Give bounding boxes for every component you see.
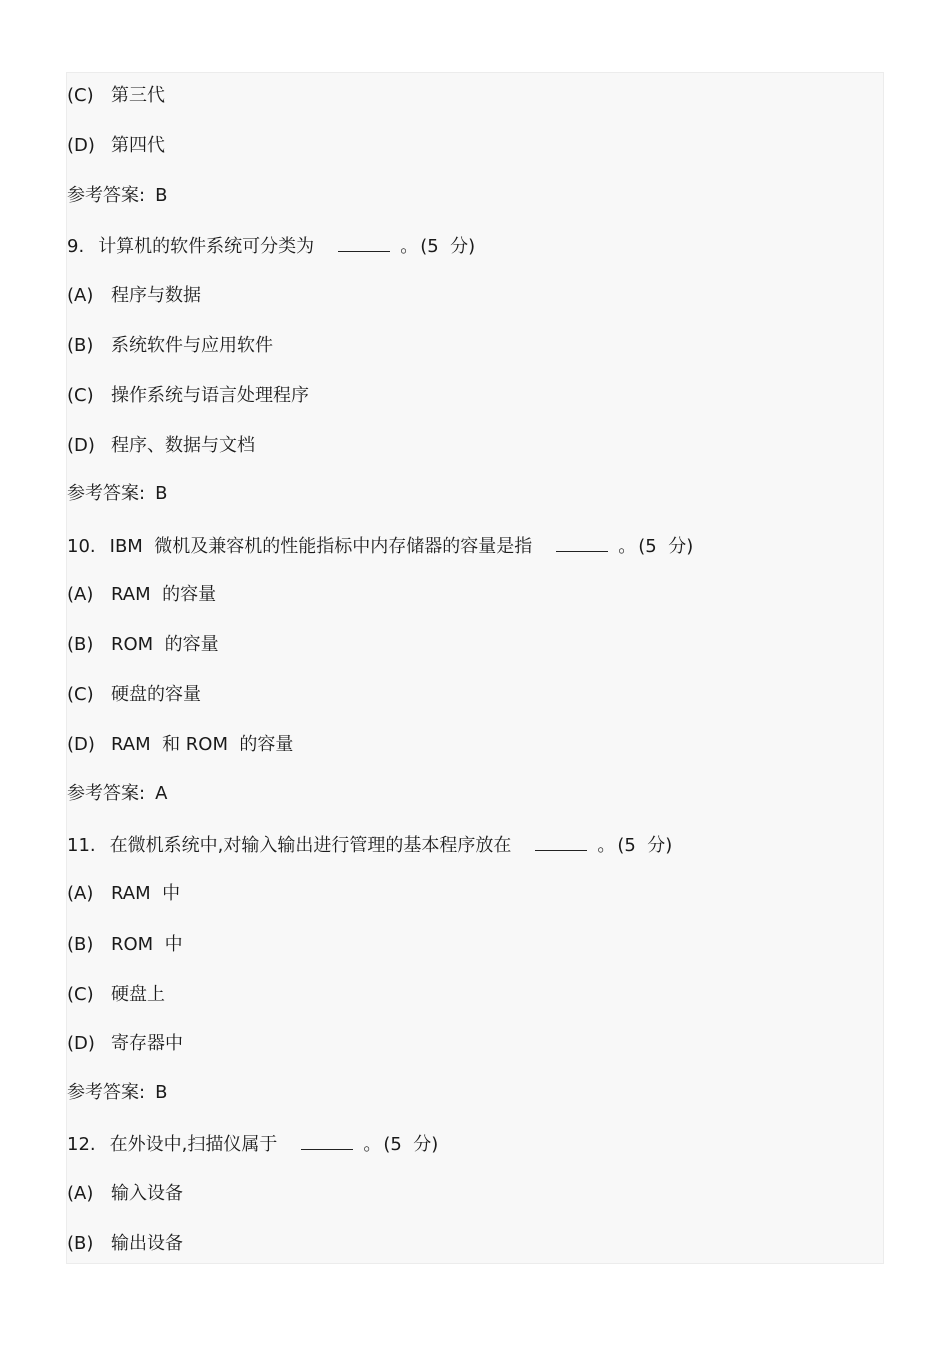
q10-stem [67, 535, 693, 558]
q10-option-a [67, 584, 216, 606]
question-number: 11. [67, 835, 96, 856]
option-label: (B) [67, 634, 94, 655]
question-period: 。 [618, 536, 637, 557]
q9-option-d [67, 435, 255, 457]
option-label: (B) [67, 1233, 94, 1254]
q12-stem [67, 1133, 438, 1156]
q9-option-a [67, 285, 201, 307]
answer-blank [535, 834, 587, 851]
q8-answer [67, 185, 167, 207]
option-text: 输出设备 [111, 1233, 183, 1254]
q11-option-a [67, 883, 180, 905]
question-score: (5 分) [383, 1134, 439, 1155]
answer-value: B [155, 185, 168, 206]
option-text: 系统软件与应用软件 [111, 335, 273, 356]
option-label: (C) [67, 85, 94, 106]
q11-option-d [67, 1033, 183, 1055]
option-label: (D) [67, 435, 95, 456]
option-label: (C) [67, 984, 94, 1005]
question-text: 在外设中,扫描仪属于 [109, 1134, 278, 1155]
answer-label: 参考答案: [67, 783, 146, 804]
q12-option-b [67, 1233, 183, 1255]
q11-option-c [67, 984, 165, 1006]
answer-blank [301, 1133, 353, 1150]
q9-option-b [67, 335, 273, 357]
option-text: 程序与数据 [111, 285, 201, 306]
question-number: 9. [67, 236, 85, 257]
q11-stem [67, 834, 672, 857]
q11-answer [67, 1082, 167, 1104]
option-label: (A) [67, 584, 94, 605]
q9-stem [67, 235, 475, 258]
question-text: IBM 微机及兼容机的性能指标中内存储器的容量是指 [109, 536, 533, 557]
answer-blank [556, 535, 608, 552]
q10-option-b [67, 634, 219, 656]
question-text: 计算机的软件系统可分类为 [98, 236, 315, 257]
answer-blank [338, 235, 390, 252]
answer-label: 参考答案: [67, 185, 146, 206]
option-text: RAM 和 ROM 的容量 [111, 734, 294, 755]
option-label: (A) [67, 285, 94, 306]
option-text: 操作系统与语言处理程序 [111, 385, 309, 406]
option-label: (A) [67, 883, 94, 904]
q8-option-c [67, 85, 165, 107]
option-label: (D) [67, 734, 95, 755]
option-text: 第四代 [111, 135, 165, 156]
option-text: 寄存器中 [111, 1033, 183, 1054]
q10-option-d [67, 734, 293, 756]
option-text: ROM 中 [111, 934, 183, 955]
option-label: (A) [67, 1183, 94, 1204]
question-score: (5 分) [617, 835, 673, 856]
question-number: 10. [67, 536, 96, 557]
q10-answer [67, 783, 167, 805]
answer-value: B [155, 1082, 168, 1103]
question-period: 。 [400, 236, 419, 257]
q10-option-c [67, 684, 201, 706]
q11-option-b [67, 934, 183, 956]
q9-option-c [67, 385, 309, 407]
option-text: 硬盘的容量 [111, 684, 201, 705]
option-text: RAM 的容量 [111, 584, 217, 605]
option-text: 第三代 [111, 85, 165, 106]
answer-label: 参考答案: [67, 1082, 146, 1103]
option-label: (C) [67, 385, 94, 406]
option-text: 程序、数据与文档 [111, 435, 255, 456]
option-label: (D) [67, 135, 95, 156]
answer-value: A [155, 783, 168, 804]
option-text: ROM 的容量 [111, 634, 219, 655]
option-text: 输入设备 [111, 1183, 183, 1204]
question-number: 12. [67, 1134, 96, 1155]
question-text: 在微机系统中,对输入输出进行管理的基本程序放在 [109, 835, 512, 856]
option-text: 硬盘上 [111, 984, 165, 1005]
option-label: (B) [67, 335, 94, 356]
q9-answer [67, 483, 167, 505]
q12-option-a [67, 1183, 183, 1205]
question-period: 。 [363, 1134, 382, 1155]
answer-value: B [155, 483, 168, 504]
answer-label: 参考答案: [67, 483, 146, 504]
option-label: (C) [67, 684, 94, 705]
q8-option-d [67, 135, 165, 157]
option-label: (B) [67, 934, 94, 955]
question-score: (5 分) [638, 536, 694, 557]
option-label: (D) [67, 1033, 95, 1054]
option-text: RAM 中 [111, 883, 181, 904]
question-period: 。 [597, 835, 616, 856]
question-score: (5 分) [420, 236, 476, 257]
